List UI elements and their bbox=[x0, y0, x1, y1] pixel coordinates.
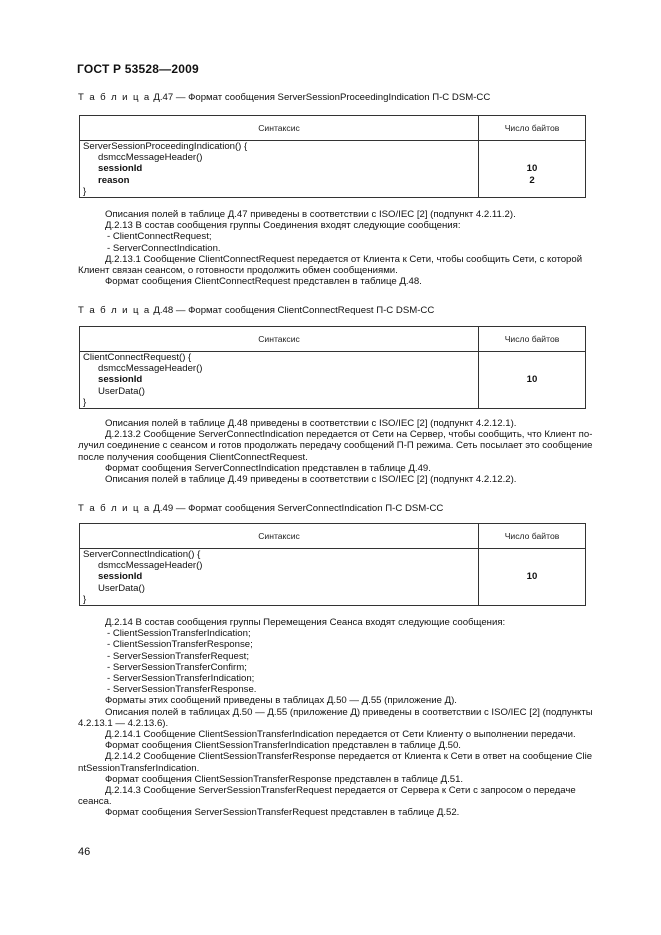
paragraph-line: Формат сообщения ClientConnectRequest представлен в таблице Д.48. bbox=[105, 276, 422, 288]
list-item: - ServerSessionTransferIndication; bbox=[107, 673, 255, 685]
table-caption-d47 bbox=[78, 92, 490, 103]
syntax-line: } bbox=[83, 593, 87, 605]
column-header-bytes: Число байтов bbox=[479, 524, 586, 549]
table-d48 bbox=[79, 326, 586, 409]
list-item: - ServerSessionTransferResponse. bbox=[107, 684, 257, 696]
bytes-cell bbox=[479, 141, 586, 198]
table-d49 bbox=[79, 523, 586, 606]
paragraph-line: Формат сообщения ClientSessionTransferIndication представлен в таблице Д.50. bbox=[105, 740, 461, 752]
bytes-cell bbox=[479, 352, 586, 409]
paragraph-line: Д.2.13.1 Сообщение ClientConnectRequest передается от Клиента к Сети, чтобы сообщить Сети, с которой bbox=[105, 253, 583, 265]
paragraph-line: Описания полей в таблице Д.48 приведены в соответствии с ISO/IEC [2] (подпункт 4.2.12.1). bbox=[105, 418, 517, 429]
byte-value: 10 bbox=[526, 374, 538, 386]
caption-prefix: Т а б л и ц а bbox=[78, 305, 151, 316]
syntax-cell bbox=[80, 549, 479, 606]
syntax-field: sessionId bbox=[98, 571, 143, 583]
paragraph-line: Описания полей в таблицах Д.50 — Д.55 (приложение Д) приведены в соответствии с ISO/IEC [2] (подпункты bbox=[105, 706, 593, 718]
paragraph-line: Описания полей в таблице Д.47 приведены в соответствии с ISO/IEC [2] (подпункт 4.2.11.2). bbox=[105, 209, 516, 220]
paragraph-line: после получения сообщения ClientConnectRequest. bbox=[78, 451, 308, 463]
caption-text: Д.47 — Формат сообщения ServerSessionProceedingIndication П-С DSM-CC bbox=[150, 92, 491, 103]
table-caption-d49 bbox=[78, 503, 443, 514]
paragraph-line: Д.2.14.3 Сообщение ServerSessionTransferRequest передается от Сервера к Сети с запросом о передаче bbox=[105, 785, 576, 797]
syntax-cell bbox=[80, 141, 479, 198]
table-d47 bbox=[79, 115, 586, 198]
paragraph-line: Д.2.14.1 Сообщение ClientSessionTransferIndication передается от Сети Клиенту о выполнении передачи. bbox=[105, 729, 576, 741]
byte-value: 2 bbox=[529, 174, 535, 186]
syntax-field: sessionId bbox=[98, 163, 143, 175]
list-item: - ServerConnectIndication. bbox=[107, 242, 221, 254]
syntax-line: ServerSessionProceedingIndication() { bbox=[83, 141, 248, 152]
list-item: - ServerSessionTransferConfirm; bbox=[107, 661, 247, 673]
page-number: 46 bbox=[78, 846, 91, 858]
paragraph-line: сеанса. bbox=[78, 796, 112, 808]
column-header-syntax: Синтаксис bbox=[80, 327, 479, 352]
paragraph-line: Д.2.13.2 Сообщение ServerConnectIndication передается от Сети на Сервер, чтобы сообщить, что Клиент по- bbox=[105, 429, 593, 441]
paragraph-line: Формат сообщения ClientSessionTransferResponse представлен в таблице Д.51. bbox=[105, 773, 464, 785]
list-item: - ServerSessionTransferRequest; bbox=[107, 650, 250, 662]
syntax-line: dsmccMessageHeader() bbox=[98, 560, 203, 572]
syntax-line: } bbox=[83, 185, 87, 197]
syntax-cell bbox=[80, 352, 479, 409]
byte-value: 10 bbox=[526, 571, 538, 583]
list-item: - ClientSessionTransferResponse; bbox=[107, 639, 253, 651]
byte-value: 10 bbox=[526, 163, 538, 175]
syntax-line: ServerConnectIndication() { bbox=[83, 549, 201, 560]
bytes-cell bbox=[479, 549, 586, 606]
caption-prefix: Т а б л и ц а bbox=[78, 92, 151, 103]
column-header-bytes: Число байтов bbox=[479, 116, 586, 141]
syntax-field: reason bbox=[98, 174, 130, 186]
paragraph-line: лучил соединение с сеансом и готов продолжать передачу сообщений П-П режима. Сеть посылает это сообщение bbox=[78, 440, 593, 452]
caption-text: Д.48 — Формат сообщения ClientConnectRequest П-С DSM-CC bbox=[150, 305, 435, 316]
list-item: - ClientSessionTransferIndication; bbox=[107, 628, 251, 640]
text-block-2 bbox=[78, 418, 593, 486]
text-block-3 bbox=[78, 617, 593, 819]
column-header-syntax: Синтаксис bbox=[80, 524, 479, 549]
paragraph-line: Д.2.14.2 Сообщение ClientSessionTransferResponse передается от Клиента к Сети в ответ на сообщение Clie bbox=[105, 751, 593, 763]
paragraph-line: 4.2.13.1 — 4.2.13.6). bbox=[78, 717, 169, 729]
paragraph-line: Д.2.13 В состав сообщения группы Соединения входят следующие сообщения: bbox=[105, 220, 461, 232]
list-item: - ClientConnectRequest; bbox=[107, 231, 212, 243]
syntax-line: UserData() bbox=[98, 582, 145, 594]
paragraph-line: Клиент связан сеансом, о готовности продолжить обмен сообщениями. bbox=[78, 265, 398, 277]
column-header-bytes: Число байтов bbox=[479, 327, 586, 352]
paragraph-line: Форматы этих сообщений приведены в таблицах Д.50 — Д.55 (приложение Д). bbox=[105, 695, 457, 707]
syntax-line: } bbox=[83, 396, 87, 408]
syntax-line: dsmccMessageHeader() bbox=[98, 152, 203, 164]
paragraph-line: Формат сообщения ServerSessionTransferRequest представлен в таблице Д.52. bbox=[105, 807, 460, 819]
caption-text: Д.49 — Формат сообщения ServerConnectIndication П-С DSM-CC bbox=[150, 503, 444, 514]
paragraph-line: ntSessionTransferIndication. bbox=[78, 762, 200, 774]
syntax-field: sessionId bbox=[98, 374, 143, 386]
text-block-1 bbox=[78, 209, 586, 287]
syntax-line: ClientConnectRequest() { bbox=[83, 352, 192, 363]
syntax-line: dsmccMessageHeader() bbox=[98, 363, 203, 375]
syntax-line: UserData() bbox=[98, 385, 145, 397]
paragraph-line: Формат сообщения ServerConnectIndication представлен в таблице Д.49. bbox=[105, 462, 431, 474]
table-caption-d48 bbox=[78, 305, 434, 316]
caption-prefix: Т а б л и ц а bbox=[78, 503, 151, 514]
paragraph-line: Д.2.14 В состав сообщения группы Перемещения Сеанса входят следующие сообщения: bbox=[105, 617, 506, 628]
document-standard-header: ГОСТ Р 53528—2009 bbox=[77, 62, 199, 76]
column-header-syntax: Синтаксис bbox=[80, 116, 479, 141]
paragraph-line: Описания полей в таблице Д.49 приведены в соответствии с ISO/IEC [2] (подпункт 4.2.12.2). bbox=[105, 474, 517, 486]
